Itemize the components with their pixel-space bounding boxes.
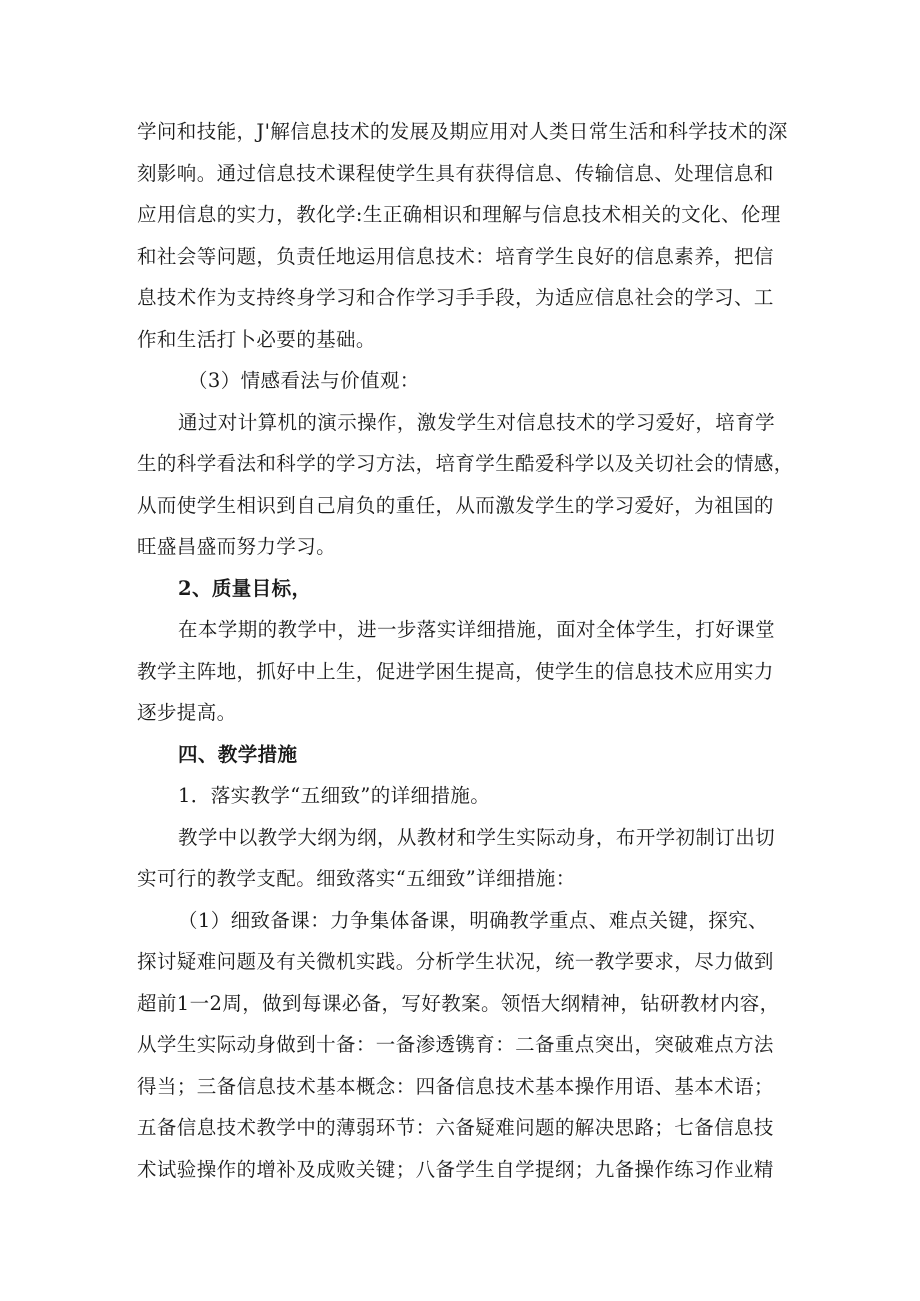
paragraph-line: 得当；三备信息技术基本概念：四备信息技术基本操作用语、基本术语； (137, 1075, 774, 1098)
paragraph-line: 逐步提高。 (137, 701, 237, 724)
paragraph-line: 五备信息技术教学中的薄弱环节：六备疑难问题的解决思路；七备信息技 (137, 1116, 774, 1139)
paragraph-line: 应用信息的实力，教化学:生正确相识和理解与信息技术相关的文化、伦理 (137, 203, 781, 226)
paragraph-line: （1）细致备课：力争集体备课，明确教学重点、难点关键，探究、 (178, 909, 768, 932)
paragraph-line: 息技术作为支持终身学习和合作学习手手段，为适应信息社会的学习、工 (137, 286, 774, 309)
paragraph-line: 超前1一2周，做到每课必备，写好教案。领悟大纲精神，钻研教材内容， (137, 992, 780, 1015)
paragraph-line: 在本学期的教学中，进一步落实详细措施，面对全体学生，打好课堂 (178, 618, 776, 641)
paragraph-line: 刻影响。通过信息技术课程使学生具有获得信息、传输信息、处理信息和 (137, 162, 774, 185)
paragraph-line: 和社会等问题，负责任地运用信息技术：培育学生良好的信息素养，把信 (137, 245, 774, 268)
subheading: （3）情感看法与价值观： (188, 369, 420, 392)
paragraph-line: 实可行的教学支配。细致落实“五细致”详细措施： (137, 867, 576, 890)
paragraph-line: 教学主阵地，抓好中上生，促进学困生提高，使学生的信息技术应用实力 (137, 660, 774, 683)
paragraph-line: 旺盛昌盛而努力学习。 (137, 535, 337, 558)
paragraph-line: 学问和技能，J'解信息技术的发展及期应用对人类日常生活和科学技术的深 (137, 120, 788, 143)
subheading: 1．落实教学“五细致”的详细措施。 (178, 784, 491, 807)
paragraph-line: 作和生活打卜必要的基础。 (137, 328, 376, 351)
paragraph-line: 教学中以教学大纲为纲，从教材和学生实际动身，布开学初制订出切 (178, 826, 776, 849)
section-heading: 四、教学措施 (178, 743, 298, 766)
paragraph-line: 从学生实际动身做到十备：一备渗透镌育：二备重点突出，突破难点方法 (137, 1033, 774, 1056)
paragraph-line: 生的科学看法和科学的学习方法，培育学生酷爱科学以及关切社会的情感， (137, 452, 794, 475)
paragraph-line: 探讨疑难问题及有关微机实践。分析学生状况，统一教学要求，尽力做到 (137, 950, 774, 973)
paragraph-line: 术试验操作的增补及成败关键；八备学生自学提纲；九备操作练习作业精 (137, 1158, 774, 1181)
section-heading: 2、质量目标， (178, 577, 312, 600)
paragraph-line: 从而使学生相识到自己肩负的重任，从而激发学生的学习爱好，为祖国的 (137, 494, 774, 517)
paragraph-line: 通过对计算机的演示操作，激发学生对信息技术的学习爱好，培育学 (178, 411, 776, 434)
